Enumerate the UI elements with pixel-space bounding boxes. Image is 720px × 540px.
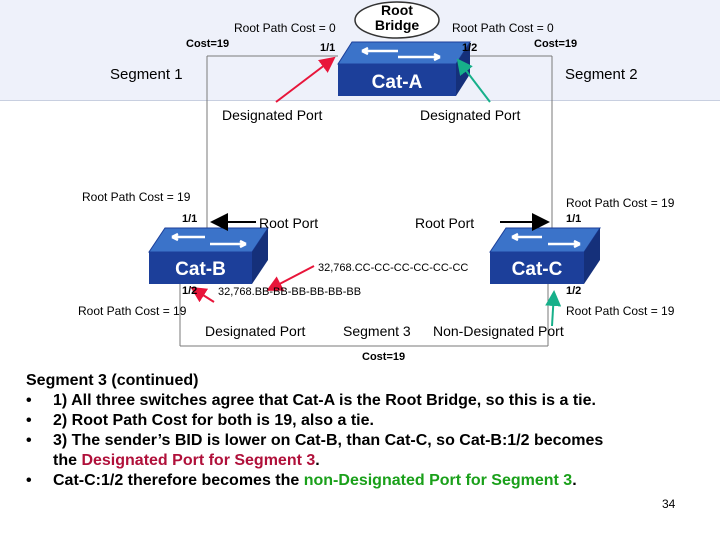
cost-a-left: Cost=19 <box>186 38 230 50</box>
segment3-label: Segment 3 <box>343 323 411 339</box>
non-designated-arrow <box>552 292 554 326</box>
page-number: 34 <box>662 497 676 511</box>
explanation-heading: Segment 3 (continued) <box>26 372 199 389</box>
root-port-left: Root Port <box>259 215 319 231</box>
designated-arrow-left <box>276 58 334 102</box>
bullet-1: • 1) All three switches agree that Cat-A is the Root Bridge, so this is a tie. <box>26 392 596 409</box>
port-c-bottom: 1/2 <box>566 285 582 297</box>
b-cost-top: Root Path Cost = 19 <box>82 190 191 204</box>
bullet-4: • Cat-C:1/2 therefore becomes the non-Designated Port for Segment 3. <box>26 472 577 489</box>
cost-seg3: Cost=19 <box>362 351 406 363</box>
c-cost-bottom: Root Path Cost = 19 <box>566 304 675 318</box>
port-a-left: 1/1 <box>320 42 336 54</box>
designated-port-left: Designated Port <box>222 107 323 123</box>
cost-a-right: Cost=19 <box>534 38 578 50</box>
bullet-3-continuation: the Designated Port for Segment 3. <box>53 452 320 469</box>
top-left-cost: Root Path Cost = 0 <box>234 21 336 35</box>
explanation-text <box>26 371 706 491</box>
bullet-3: • 3) The sender’s BID is lower on Cat-B, than Cat-C, so Cat-B:1/2 becomes <box>26 432 604 449</box>
segment1-label: Segment 1 <box>110 66 183 83</box>
cat-b-label: Cat-B <box>175 259 226 280</box>
port-b-bottom: 1/2 <box>182 285 198 297</box>
root-bridge-label: Root Bridge <box>374 2 420 33</box>
designated-port-right: Designated Port <box>420 107 521 123</box>
port-b-top: 1/1 <box>182 213 198 225</box>
port-a-right: 1/2 <box>462 42 478 54</box>
cat-c-label: Cat-C <box>511 259 563 280</box>
c-cost-top: Root Path Cost = 19 <box>566 196 675 210</box>
segment2-label: Segment 2 <box>565 66 638 83</box>
non-designated-port: Non-Designated Port <box>433 323 564 339</box>
cat-a-label: Cat-A <box>371 72 423 93</box>
bid-c: 32,768.CC-CC-CC-CC-CC-CC <box>318 262 469 274</box>
b-cost-bottom: Root Path Cost = 19 <box>78 304 187 318</box>
bid-b: 32,768.BB-BB-BB-BB-BB-BB <box>218 286 362 298</box>
designated-port-seg3: Designated Port <box>205 323 306 339</box>
top-right-cost: Root Path Cost = 0 <box>452 21 554 35</box>
port-c-top: 1/1 <box>566 213 582 225</box>
bullet-2: • 2) Root Path Cost for both is 19, also a tie. <box>26 412 374 429</box>
root-port-right: Root Port <box>415 215 475 231</box>
